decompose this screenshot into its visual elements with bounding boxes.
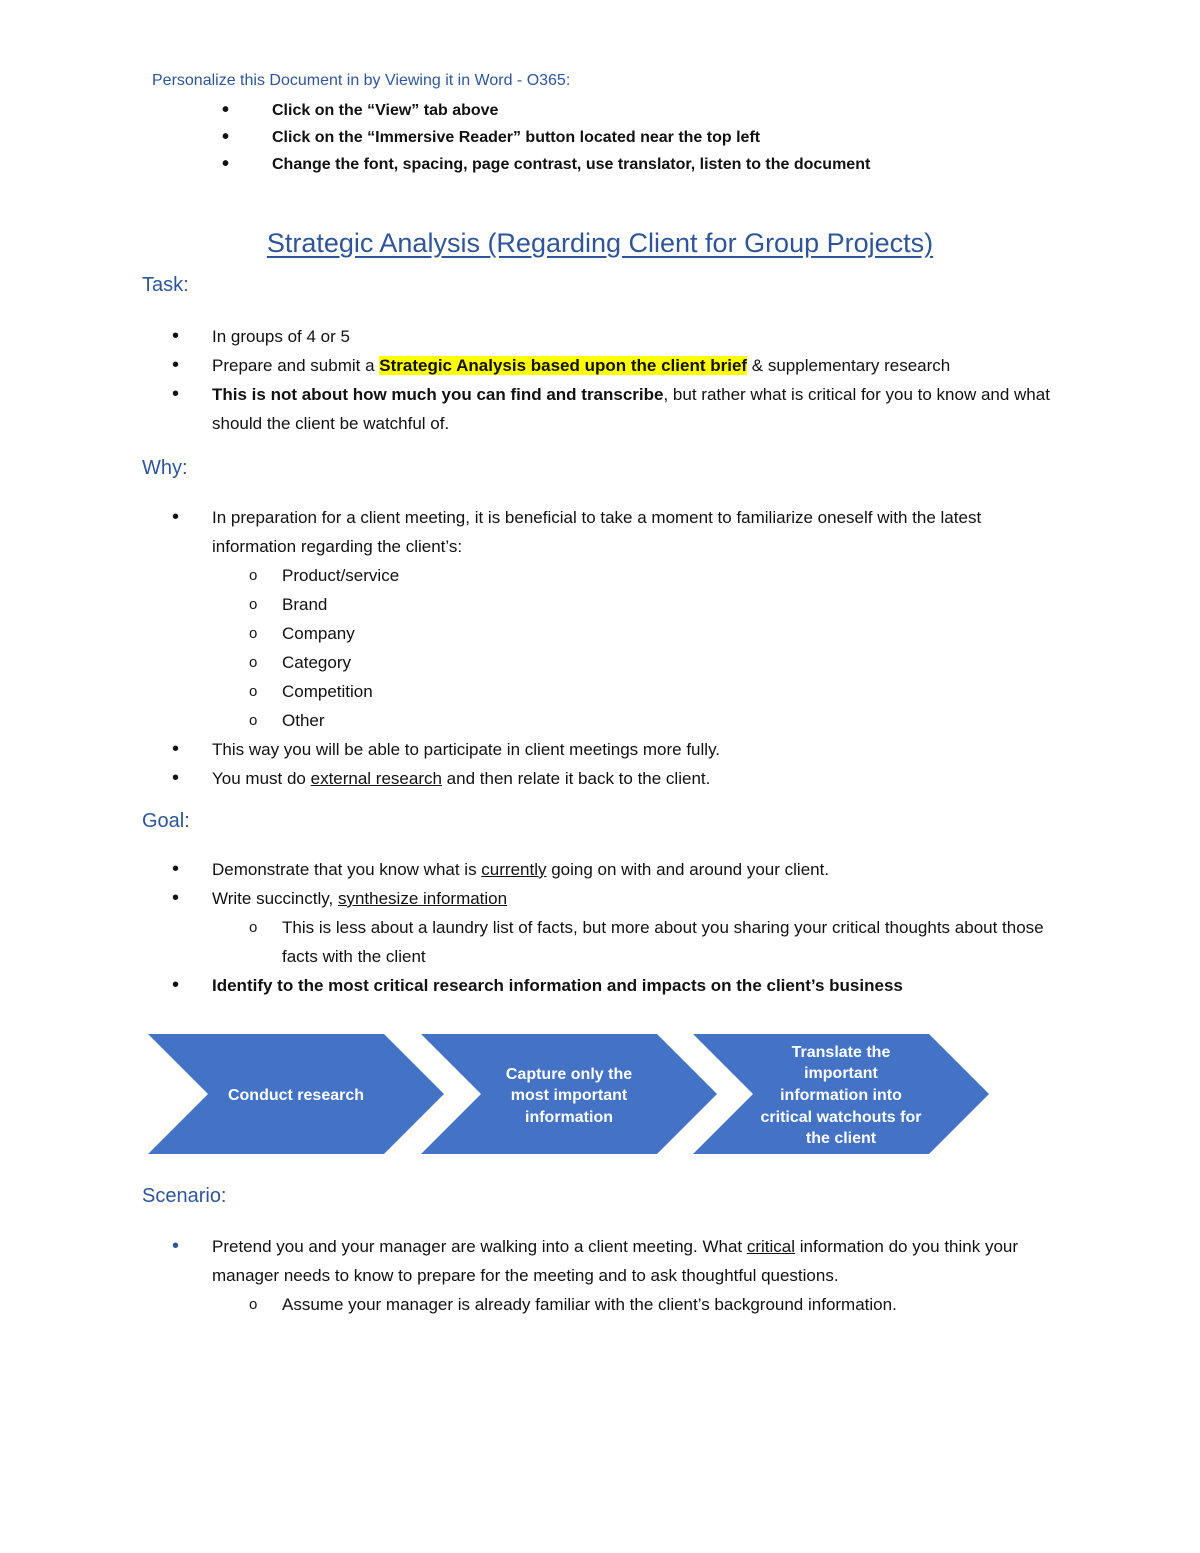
goal-heading: Goal:	[142, 810, 190, 832]
goal-item-demonstrate	[172, 855, 1052, 884]
why-subitem: o Brand	[172, 590, 1052, 619]
process-step-3	[693, 1034, 989, 1154]
process-step-label: Translate the	[791, 1044, 891, 1061]
intro-item: • Change the font, spacing, page contrast, use translator, listen to the document	[222, 151, 870, 178]
why-item-text: This way you will be able to participate in client meetings more fully.	[212, 740, 721, 759]
process-step-label: important	[804, 1065, 878, 1082]
bold-text: This is not about how much you can find and transcribe	[212, 385, 664, 404]
process-step-label: information into	[780, 1087, 902, 1104]
process-step-label: information	[525, 1109, 613, 1126]
process-step-label: Conduct research	[227, 1087, 365, 1104]
process-step-label: the client	[805, 1130, 877, 1147]
task-item-submit	[172, 351, 1052, 380]
intro-item: • Click on the “Immersive Reader” button located near the top left	[222, 124, 870, 151]
scenario-item-text: Pretend you and your manager are walking into a client meeting. What	[212, 1237, 747, 1256]
underlined-text: currently	[481, 860, 547, 879]
task-item-text: In groups of 4 or 5	[212, 327, 350, 346]
goal-list	[172, 855, 1052, 1000]
process-step-label: most important	[510, 1087, 628, 1104]
why-item-text: You must do	[212, 769, 311, 788]
goal-item-write	[172, 884, 1052, 913]
why-item-text: and then relate it back to the client.	[441, 769, 711, 788]
task-list	[172, 322, 1052, 438]
task-item-groups	[172, 322, 1052, 351]
underlined-text: external research	[310, 769, 442, 788]
scenario-list	[172, 1232, 1052, 1319]
goal-item-text: going on with and around your client.	[546, 860, 830, 879]
goal-item-text: Demonstrate that you know what is	[212, 860, 482, 879]
scenario-subitem: o Assume your manager is already familiar with the client’s background information.	[172, 1290, 1052, 1319]
why-subitem: o Other	[172, 706, 1052, 735]
document-title: Strategic Analysis (Regarding Client for Group Projects)	[266, 228, 934, 258]
underlined-text: synthesize information	[337, 889, 508, 908]
task-item-text: & supplementary research	[747, 356, 951, 375]
highlighted-text: Strategic Analysis based upon the client brief	[379, 356, 748, 375]
why-item-participate	[172, 735, 1052, 764]
goal-item-identify	[172, 971, 1052, 1000]
bold-text: Identify to the most critical research information and impacts on the client’s business	[212, 976, 903, 995]
why-subitem: o Product/service	[172, 561, 1052, 590]
why-subitem: o Category	[172, 648, 1052, 677]
intro-line: Personalize this Document in by Viewing it in Word - O365:	[152, 72, 571, 89]
why-item-research	[172, 764, 1052, 793]
why-subitem: o Competition	[172, 677, 1052, 706]
process-step-label: critical watchouts for	[760, 1109, 922, 1126]
process-step-1	[148, 1034, 444, 1154]
process-step-label: Capture only the	[505, 1066, 633, 1083]
underlined-text: critical	[746, 1237, 796, 1256]
why-subitem: o Company	[172, 619, 1052, 648]
why-heading: Why:	[142, 457, 188, 479]
task-heading: Task:	[142, 274, 189, 296]
why-item-preparation	[172, 503, 1052, 561]
task-item-critical	[172, 380, 1052, 438]
scenario-item	[172, 1232, 1052, 1290]
goal-subitem: o This is less about a laundry list of facts, but more about you sharing your critical thoughts about those facts with the client	[172, 913, 1052, 971]
why-item-text: In preparation for a client meeting, it is beneficial to take a moment to familiarize oneself with the latest information regarding the client’s:	[212, 508, 982, 556]
process-flow-diagram	[148, 1034, 993, 1156]
why-list	[172, 503, 1052, 793]
intro-list	[222, 97, 870, 178]
task-item-text: Prepare and submit a	[212, 356, 380, 375]
scenario-item-text: information do you think your manager needs to know to prepare for the meeting and to ask thoughtful questions.	[212, 1237, 1019, 1285]
process-step-2	[421, 1034, 717, 1154]
intro-item: • Click on the “View” tab above	[222, 97, 870, 124]
goal-item-text: Write succinctly,	[212, 889, 338, 908]
task-item-text: , but rather what is critical for you to know and what should the client be watchful of.	[212, 385, 1050, 433]
scenario-heading: Scenario:	[142, 1185, 227, 1207]
